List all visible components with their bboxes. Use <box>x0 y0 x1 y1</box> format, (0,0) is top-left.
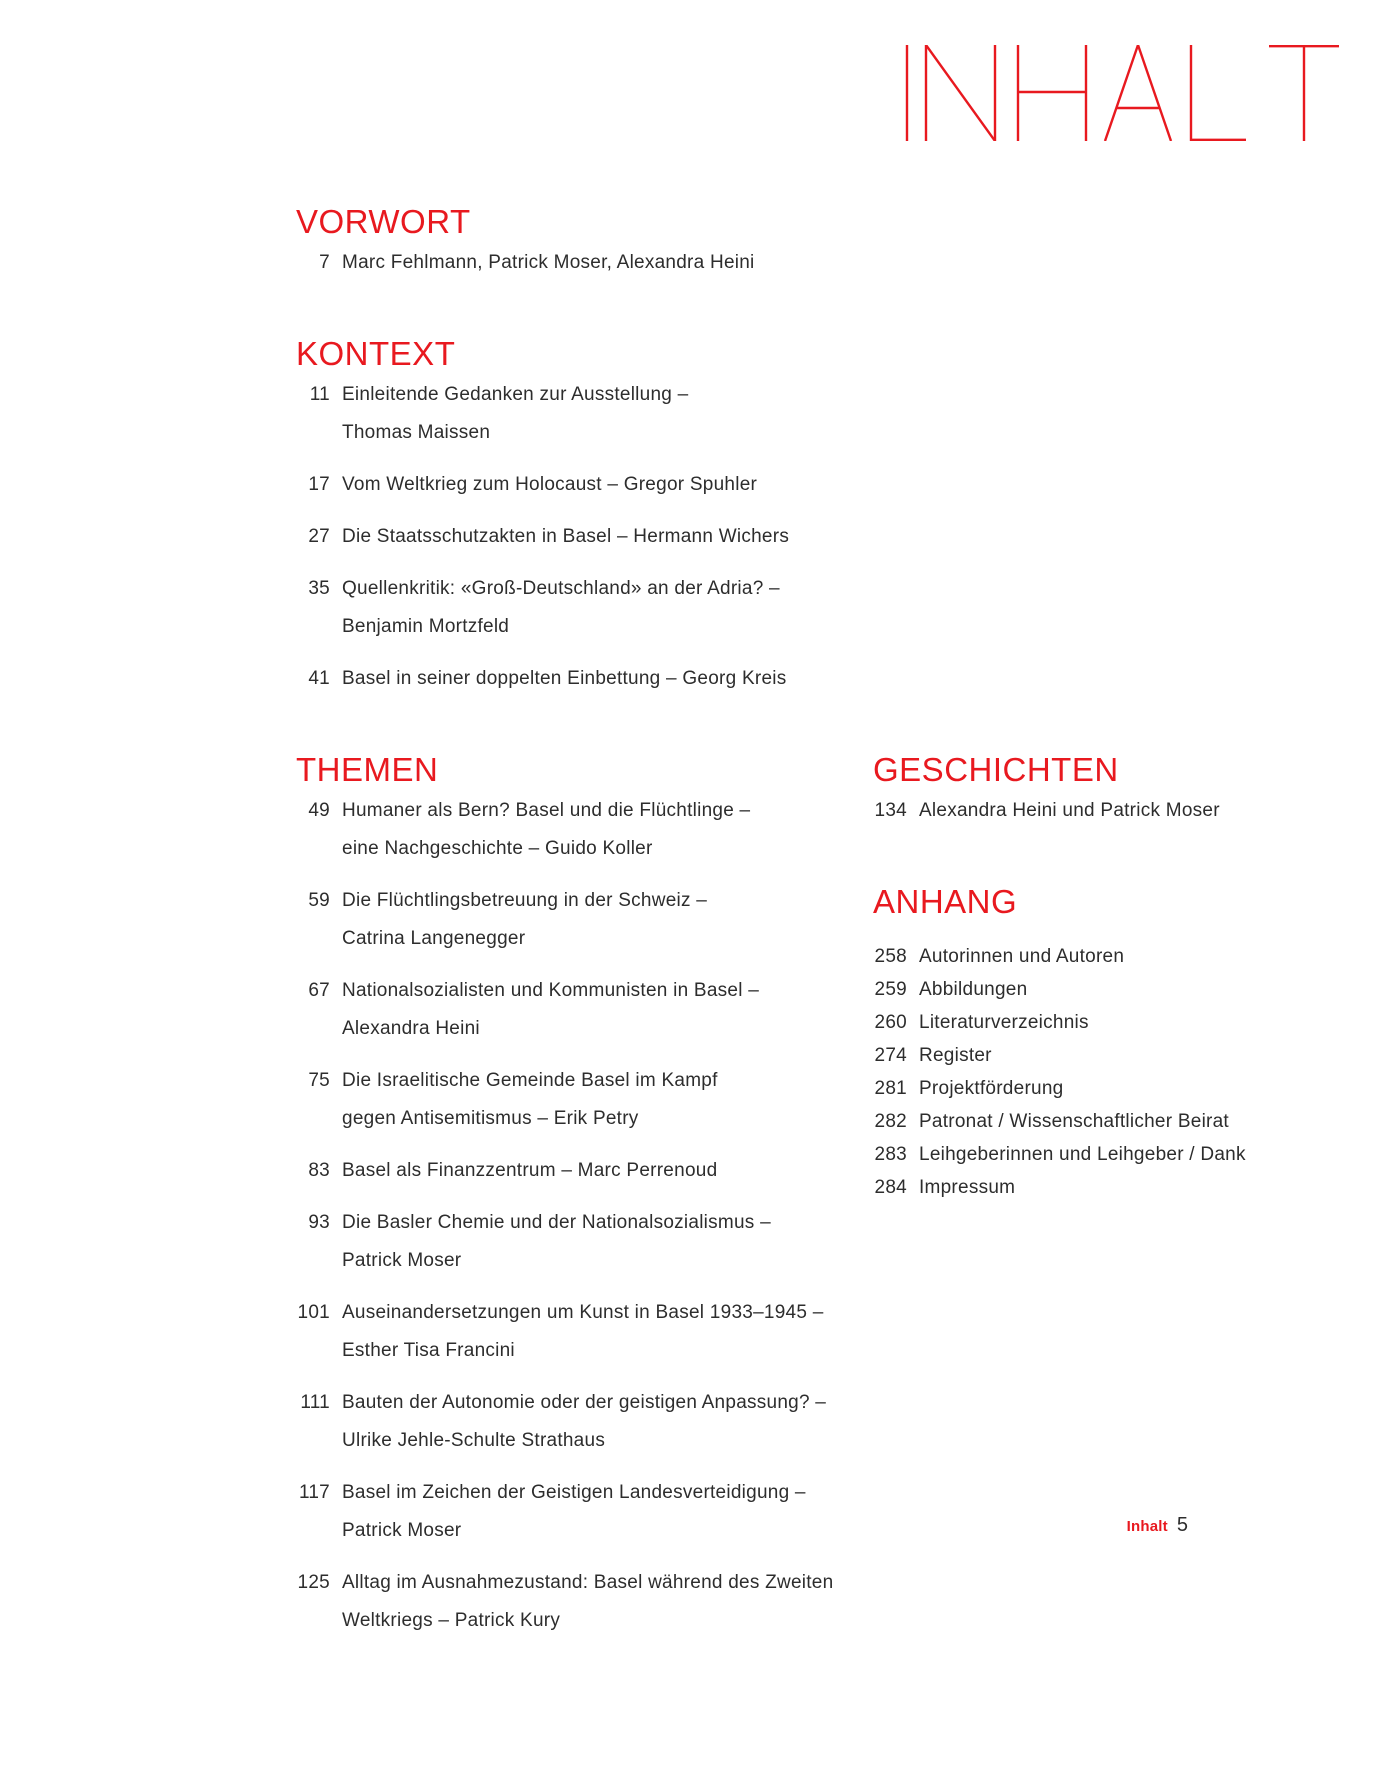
toc-entry[interactable] <box>296 1204 856 1280</box>
toc-entry[interactable] <box>296 972 856 1048</box>
entry-page-number: 35 <box>308 578 330 599</box>
entry-title <box>342 1474 856 1550</box>
entry-line: Vom Weltkrieg zum Holocaust – Gregor Spuhler <box>342 474 758 495</box>
toc-column-right <box>873 753 1343 1259</box>
entry-title <box>919 1105 1343 1138</box>
entry-line: Ulrike Jehle-Schulte Strathaus <box>342 1430 606 1451</box>
entry-page-number: 67 <box>308 980 330 1001</box>
toc-entry[interactable] <box>873 1171 1343 1204</box>
entry-page-number: 117 <box>298 1482 330 1503</box>
section-entries <box>873 792 1343 830</box>
toc-entry[interactable] <box>296 1294 856 1370</box>
entry-title <box>342 1384 856 1460</box>
entry-title <box>342 376 856 452</box>
entry-title <box>919 973 1343 1006</box>
toc-entry[interactable] <box>296 1564 856 1640</box>
entry-line: Die Staatsschutzakten in Basel – Hermann Wichers <box>342 526 790 547</box>
entry-page-number: 259 <box>874 979 907 1000</box>
toc-entry[interactable] <box>873 940 1343 973</box>
entry-line: Abbildungen <box>919 979 1028 1000</box>
entry-page-number: 11 <box>309 384 330 405</box>
entry-title <box>342 1204 856 1280</box>
entry-title <box>919 1138 1343 1171</box>
toc-entry[interactable] <box>296 882 856 958</box>
section-heading: GESCHICHTEN <box>873 751 1119 788</box>
page-footer <box>1127 1514 1188 1537</box>
entry-line: Alexandra Heini und Patrick Moser <box>919 800 1220 821</box>
entry-title <box>919 940 1343 973</box>
entry-line: Humaner als Bern? Basel und die Flüchtlinge – <box>342 800 751 821</box>
entry-title <box>342 1062 856 1138</box>
entry-line: Quellenkritik: «Groß-Deutschland» an der Adria? – <box>342 578 780 599</box>
toc-entry[interactable] <box>296 518 856 556</box>
entry-page-number: 59 <box>308 890 330 911</box>
entry-page-number: 284 <box>874 1177 907 1198</box>
footer-page-number: 5 <box>1176 1514 1188 1536</box>
toc-section-anhang <box>873 885 1343 1204</box>
toc-entry[interactable] <box>296 792 856 868</box>
entry-line: Bauten der Autonomie oder der geistigen Anpassung? – <box>342 1392 827 1413</box>
section-entries <box>296 792 856 1640</box>
entry-page-number: 283 <box>874 1144 907 1165</box>
toc-entry[interactable] <box>296 1152 856 1190</box>
section-heading: THEMEN <box>296 751 439 788</box>
section-entries <box>873 940 1343 1204</box>
entry-page-number: 258 <box>874 946 907 967</box>
toc-entry[interactable] <box>296 570 856 646</box>
entry-line: Einleitende Gedanken zur Ausstellung – <box>342 384 689 405</box>
toc-column-left <box>296 205 856 1695</box>
entry-title <box>342 518 856 556</box>
toc-entry[interactable] <box>296 1384 856 1460</box>
entry-line: Autorinnen und Autoren <box>919 946 1125 967</box>
toc-entry[interactable] <box>296 660 856 698</box>
toc-entry[interactable] <box>296 376 856 452</box>
entry-line: Impressum <box>919 1177 1016 1198</box>
toc-entry[interactable] <box>873 1039 1343 1072</box>
entry-page-number: 274 <box>874 1045 907 1066</box>
entry-line: Die Flüchtlingsbetreuung in der Schweiz – <box>342 890 708 911</box>
toc-section-vorwort <box>296 205 856 282</box>
entry-line: Nationalsozialisten und Kommunisten in Basel – <box>342 980 760 1001</box>
entry-page-number: 75 <box>308 1070 330 1091</box>
entry-page-number: 134 <box>874 800 907 821</box>
entry-title <box>342 1564 856 1640</box>
toc-entry[interactable] <box>873 792 1343 830</box>
entry-title <box>342 1152 856 1190</box>
toc-entry[interactable] <box>873 1138 1343 1171</box>
entry-page-number: 27 <box>308 526 330 547</box>
toc-section-themen <box>296 753 856 1640</box>
entry-line: Patrick Moser <box>342 1250 462 1271</box>
entry-title <box>919 1072 1343 1105</box>
entry-title <box>342 882 856 958</box>
toc-entry[interactable] <box>296 244 856 282</box>
section-heading: KONTEXT <box>296 335 456 372</box>
entry-line: Alexandra Heini <box>342 1018 480 1039</box>
toc-section-kontext <box>296 337 856 698</box>
entry-line: Benjamin Mortzfeld <box>342 616 510 637</box>
section-heading: VORWORT <box>296 203 471 240</box>
entry-title <box>919 1006 1343 1039</box>
section-entries <box>296 244 856 282</box>
entry-line: Weltkriegs – Patrick Kury <box>342 1610 561 1631</box>
entry-line: Auseinandersetzungen um Kunst in Basel 1933–1945 – <box>342 1302 824 1323</box>
entry-line: Die Israelitische Gemeinde Basel im Kampf <box>342 1070 718 1091</box>
toc-entry[interactable] <box>296 1062 856 1138</box>
entry-page-number: 281 <box>874 1078 907 1099</box>
toc-entry[interactable] <box>873 1072 1343 1105</box>
entry-title <box>919 1039 1343 1072</box>
section-entries <box>296 376 856 698</box>
entry-page-number: 41 <box>308 668 330 689</box>
entry-page-number: 282 <box>874 1111 907 1132</box>
entry-page-number: 260 <box>874 1012 907 1033</box>
entry-line: Projektförderung <box>919 1078 1064 1099</box>
entry-line: Esther Tisa Francini <box>342 1340 515 1361</box>
entry-line: Basel in seiner doppelten Einbettung – Georg Kreis <box>342 668 787 689</box>
toc-entry[interactable] <box>296 466 856 504</box>
entry-line: gegen Antisemitismus – Erik Petry <box>342 1108 639 1129</box>
entry-title <box>342 466 856 504</box>
entry-line: Alltag im Ausnahmezustand: Basel während des Zweiten <box>342 1572 834 1593</box>
entry-line: Basel im Zeichen der Geistigen Landesverteidigung – <box>342 1482 806 1503</box>
entry-title <box>342 660 856 698</box>
entry-title <box>342 972 856 1048</box>
section-heading: ANHANG <box>873 883 1018 920</box>
entry-line: Patrick Moser <box>342 1520 462 1541</box>
toc-entry[interactable] <box>873 1105 1343 1138</box>
inhalt-title <box>905 45 1349 141</box>
entry-line: Catrina Langenegger <box>342 928 526 949</box>
entry-title <box>919 1171 1343 1204</box>
entry-title <box>919 792 1343 830</box>
toc-entry[interactable] <box>873 1006 1343 1039</box>
entry-line: Marc Fehlmann, Patrick Moser, Alexandra Heini <box>342 252 755 273</box>
toc-entry[interactable] <box>296 1474 856 1550</box>
entry-line: Patronat / Wissenschaftlicher Beirat <box>919 1111 1229 1132</box>
entry-page-number: 7 <box>319 252 330 273</box>
entry-page-number: 49 <box>308 800 330 821</box>
entry-title <box>342 1294 856 1370</box>
entry-line: Literaturverzeichnis <box>919 1012 1089 1033</box>
entry-line: Basel als Finanzzentrum – Marc Perrenoud <box>342 1160 718 1181</box>
entry-line: eine Nachgeschichte – Guido Koller <box>342 838 653 859</box>
entry-line: Register <box>919 1045 992 1066</box>
entry-page-number: 125 <box>297 1572 330 1593</box>
toc-entry[interactable] <box>873 973 1343 1006</box>
entry-line: Leihgeberinnen und Leihgeber / Dank <box>919 1144 1246 1165</box>
entry-page-number: 101 <box>297 1302 330 1323</box>
entry-page-number: 17 <box>308 474 330 495</box>
entry-page-number: 93 <box>308 1212 330 1233</box>
entry-title <box>342 570 856 646</box>
entry-line: Thomas Maissen <box>342 422 491 443</box>
toc-section-geschichten <box>873 753 1343 830</box>
entry-page-number: 111 <box>300 1392 330 1413</box>
entry-title <box>342 244 856 282</box>
entry-title <box>342 792 856 868</box>
entry-page-number: 83 <box>308 1160 330 1181</box>
footer-section-label: Inhalt <box>1126 1518 1168 1535</box>
entry-line: Die Basler Chemie und der Nationalsozialismus – <box>342 1212 771 1233</box>
